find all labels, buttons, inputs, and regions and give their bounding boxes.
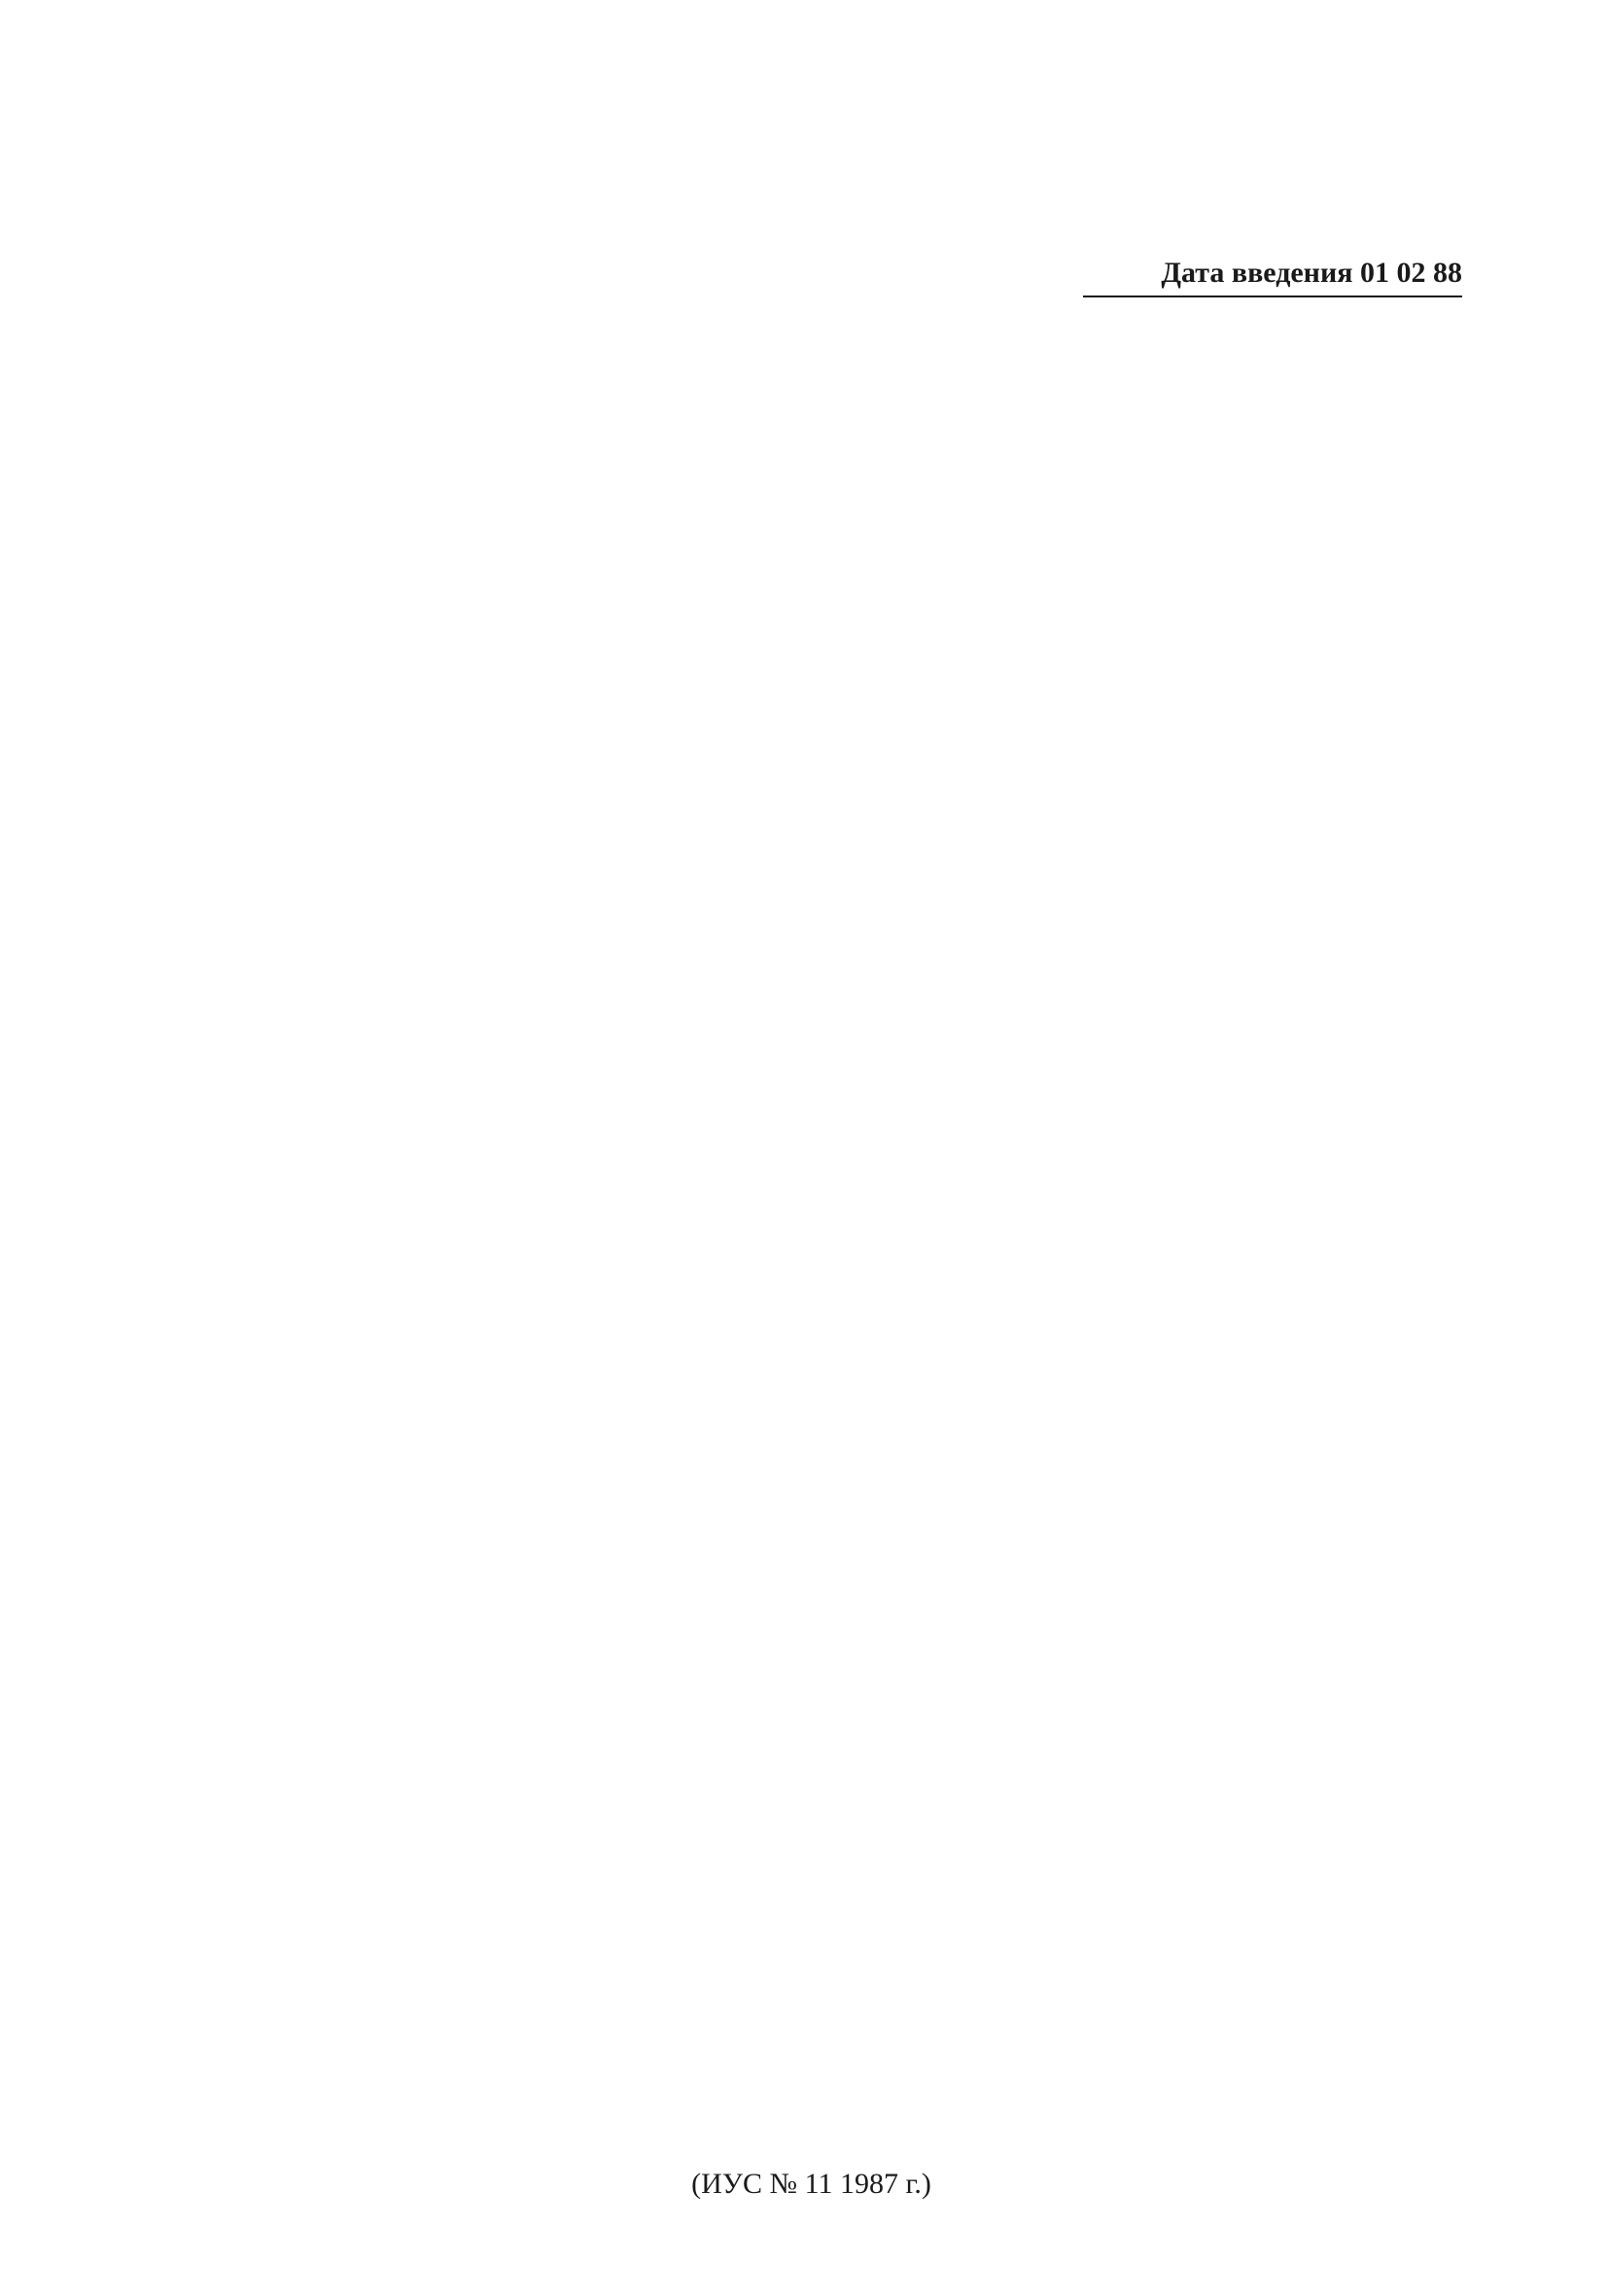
list-item [190,1744,1462,1777]
effective-date: Дата введения 01 02 88 [1083,257,1462,297]
paragraph [160,1534,1462,1600]
paragraph-line [160,904,1462,937]
list-item [190,1777,1462,1810]
paragraph [160,733,1462,766]
paragraph-line [160,1462,1462,1495]
paragraph-line [160,2047,1462,2080]
paragraph [160,379,1462,478]
document-body-continued [160,1948,1462,2152]
list-item [190,1876,1462,1909]
paragraph [160,1396,1462,1528]
paragraph-line [160,661,1462,694]
paragraph-line [160,1981,1462,2014]
paragraph [160,1219,1462,1318]
list-item [190,1843,1462,1876]
paragraph-line [160,2119,1462,2152]
paragraph-line [160,517,1462,550]
paragraph-line [160,1081,1462,1114]
title-line [160,97,1462,132]
paragraph-line [160,1495,1462,1528]
paragraph-line [160,1147,1462,1180]
paragraph [160,340,1462,373]
paragraph [160,1606,1462,1672]
paragraph-line [160,1357,1462,1390]
paragraph-line [160,1252,1462,1285]
paragraph [160,772,1462,937]
paragraph-line [160,445,1462,478]
paragraph-line [160,1324,1462,1357]
paragraph-line [160,622,1462,655]
paragraph-line [160,2014,1462,2047]
paragraph-line [160,1567,1462,1600]
paragraph [160,661,1462,727]
paragraph-line [160,1396,1462,1429]
paragraph [160,589,1462,655]
paragraph-line [160,550,1462,583]
paragraph-line [160,805,1462,838]
paragraph-line [160,1180,1462,1213]
paragraph [160,484,1462,583]
list-item [190,1711,1462,1744]
paragraph-line [160,871,1462,904]
paragraph-line [160,340,1462,373]
paragraph-line [160,838,1462,871]
paragraph [160,2086,1462,2152]
paragraph-line [160,733,1462,766]
paragraph [160,1324,1462,1390]
paragraph-line [160,1429,1462,1462]
paragraph-line [160,1948,1462,1981]
paragraph [160,1048,1462,1213]
paragraph-line [160,1639,1462,1672]
paragraph-line [160,2086,1462,2119]
list-item [190,1678,1462,1711]
source-reference: (ИУС № 11 1987 г.) [691,2168,931,2200]
paragraph-line [160,589,1462,622]
paragraph-line [160,484,1462,517]
paragraph-line [160,694,1462,727]
paragraph-line [160,1009,1462,1042]
paragraph-line [160,1534,1462,1567]
paragraph-line [160,943,1462,976]
approval-line [160,212,1462,247]
list-item [190,1909,1462,1942]
paragraph [160,943,1462,1042]
paragraph [160,1948,1462,2080]
list-item [190,1810,1462,1843]
paragraph-line [160,772,1462,805]
approval-statement [160,177,1462,247]
paragraph-line [160,1219,1462,1252]
paragraph-line [160,976,1462,1009]
paragraph-line [160,1114,1462,1147]
paragraph-line [160,1048,1462,1081]
document-body [160,340,1462,1672]
paragraph-line [160,1606,1462,1639]
label-fields-list [190,1678,1462,1942]
paragraph-line [160,1285,1462,1318]
approval-line [160,177,1462,212]
document-title [160,97,1462,167]
title-line [160,132,1462,167]
paragraph-line [160,412,1462,445]
paragraph-line [160,379,1462,412]
